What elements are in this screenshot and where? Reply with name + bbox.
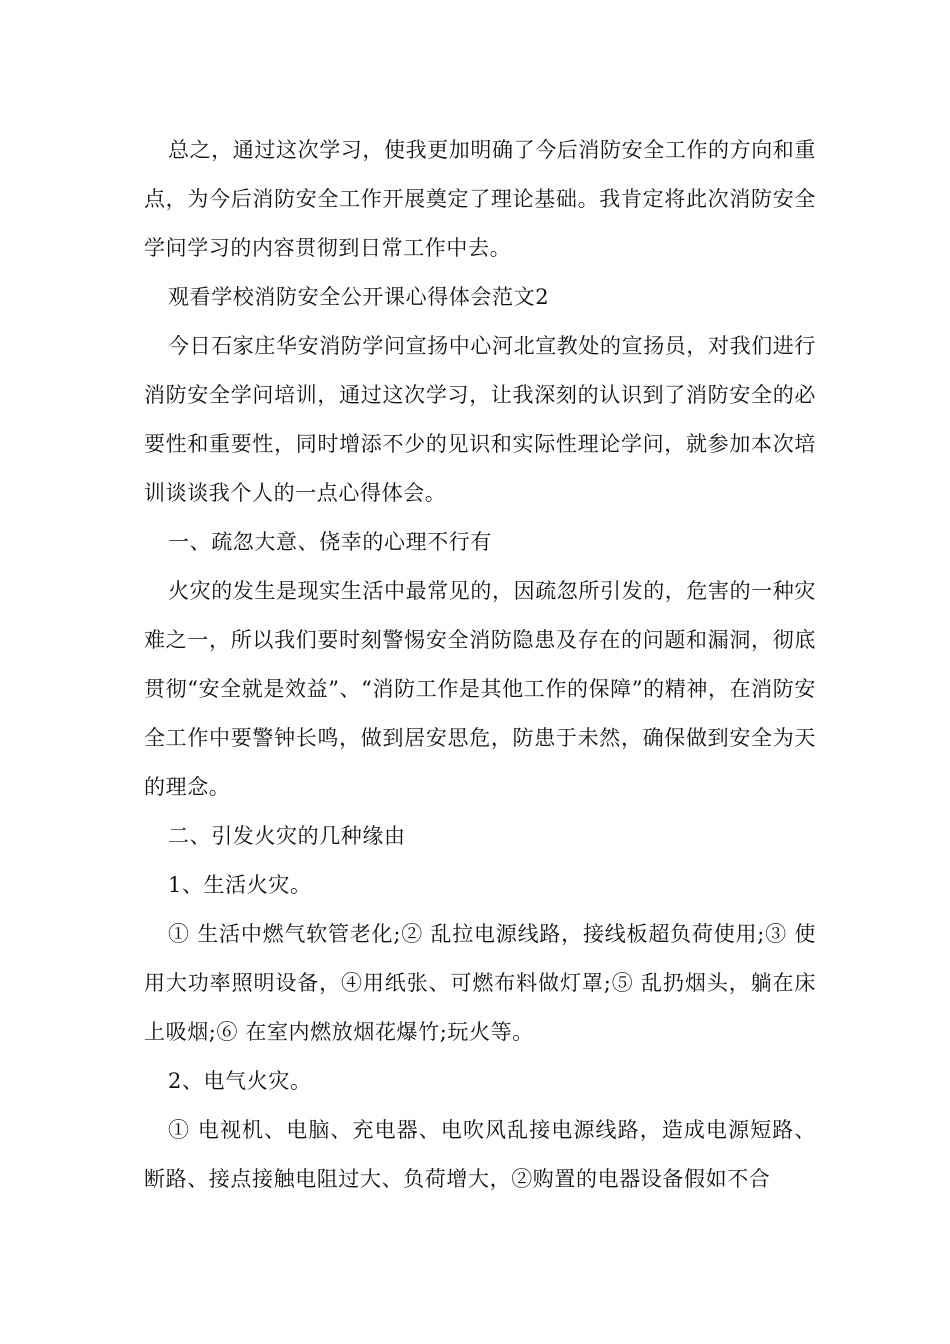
section-heading-1: 一、疏忽大意、侥幸的心理不行有 [168,530,492,554]
article-title: 观看学校消防安全公开课心得体会范文2 [168,285,550,309]
paragraph-life-fire: ① 生活中燃气软管老化;② 乱拉电源线路，接线板超负荷使用;③ 使用大功率照明设备，④用纸张、可燃布料做灯罩;⑤ 乱扔烟头，躺在床上吸烟;⑥ 在室内燃放烟花爆竹;玩火等。 [144,922,816,1044]
section-heading-2: 二、引发火灾的几种缘由 [168,824,406,848]
paragraph-section-1: 火灾的发生是现实生活中最常见的，因疏忽所引发的，危害的一种灾难之一，所以我们要时刻警惕安全消防隐患及存在的问题和漏洞，彻底贯彻“安全就是效益”、“消防工作是其他工作的保障”的精神，在消防安全工作中要警钟长鸣，做到居安思危，防患于未然，确保做到安全为天的理念。 [144,579,816,799]
paragraph-intro: 今日石家庄华安消防学问宣扬中心河北宣教处的宣扬员，对我们进行消防安全学问培训，通过这次学习，让我深刻的认识到了消防安全的必要性和重要性，同时增添不少的见识和实际性理论学问，就参加本次培训谈谈我个人的一点心得体会。 [144,334,816,505]
paragraph-electrical-fire: ① 电视机、电脑、充电器、电吹风乱接电源线路，造成电源短路、断路、接点接触电阻过大、负荷增大，②购置的电器设备假如不合 [144,1118,816,1191]
paragraph-summary: 总之，通过这次学习，使我更加明确了今后消防安全工作的方向和重点，为今后消防安全工作开展奠定了理论基础。我肯定将此次消防安全学问学习的内容贯彻到日常工作中去。 [144,138,816,260]
subheading-life-fire: 1、生活火灾。 [168,873,312,897]
subheading-electrical-fire: 2、电气火灾。 [168,1069,312,1093]
